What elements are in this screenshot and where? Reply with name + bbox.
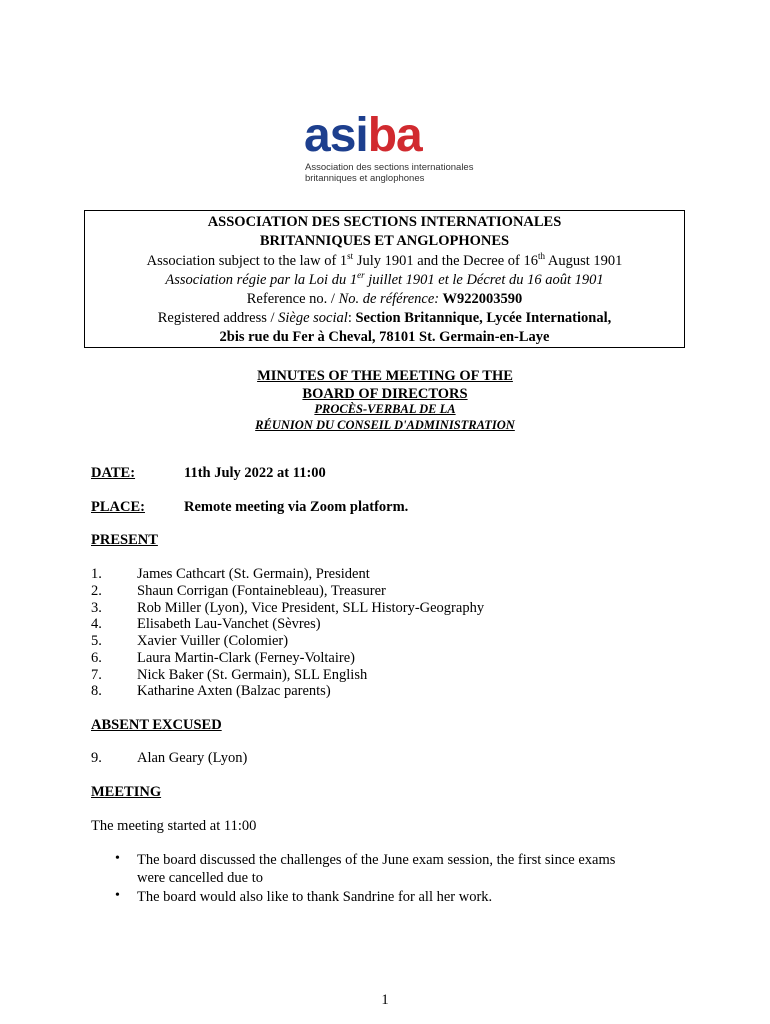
header-line5-b: No. de référence: — [338, 291, 440, 307]
meeting-bullet-line: The board discussed the challenges of the June exam session, the first since exams — [137, 852, 616, 868]
present-item: Rob Miller (Lyon), Vice President, SLL History-Geography — [137, 600, 485, 616]
present-item: James Cathcart (St. Germain), President — [137, 566, 370, 582]
logo-tagline-line2: britanniques et anglophones — [305, 173, 425, 184]
present-num: 4. — [91, 616, 102, 632]
date-label: DATE: — [91, 465, 136, 481]
asiba-logo — [304, 109, 484, 184]
present-item: Laura Martin-Clark (Ferney-Voltaire) — [137, 650, 355, 666]
header-line1: ASSOCIATION DES SECTIONS INTERNATIONALES — [207, 214, 562, 230]
header-line3-sup2: th — [538, 251, 546, 262]
meeting-bullet-line: were cancelled due to — [137, 870, 263, 886]
present-item: Shaun Corrigan (Fontainebleau), Treasurer — [137, 583, 386, 599]
minutes-subtitle-line2: RÉUNION DU CONSEIL D'ADMINISTRATION — [255, 418, 515, 432]
present-heading: PRESENT — [91, 532, 158, 548]
minutes-title-line1: MINUTES OF THE MEETING OF THE — [257, 368, 513, 384]
place-value: Remote meeting via Zoom platform. — [184, 499, 409, 515]
place-label: PLACE: — [91, 499, 145, 515]
minutes-subtitle-line1: PROCÈS-VERBAL DE LA — [314, 402, 456, 416]
meeting-bullet-line: The board would also like to thank Sandrine for all her work. — [137, 889, 493, 905]
present-num: 5. — [91, 633, 102, 649]
absent-heading: ABSENT EXCUSED — [91, 717, 222, 733]
header-line4-sup: er — [357, 270, 365, 281]
logo-word-part2: ba — [367, 109, 422, 162]
present-num: 1. — [91, 566, 102, 582]
header-line4-a: Association régie par la Loi du 1 — [165, 272, 358, 288]
header-line2: BRITANNIQUES ET ANGLOPHONES — [259, 233, 510, 249]
present-item: Xavier Vuiller (Colomier) — [137, 633, 289, 649]
present-num: 8. — [91, 683, 102, 699]
header-reference-number: W922003590 — [439, 291, 523, 307]
meeting-heading: MEETING — [91, 784, 162, 800]
meeting-bullet-item — [137, 851, 677, 887]
present-item: Nick Baker (St. Germain), SLL English — [137, 667, 368, 683]
page-number: 1 — [381, 992, 389, 1008]
header-line5 — [85, 290, 684, 309]
present-item: Katharine Axten (Balzac parents) — [137, 683, 331, 699]
header-line6-d: Section Britannique, Lycée International, — [355, 310, 612, 326]
header-line3-sup1: st — [347, 251, 354, 262]
present-num: 7. — [91, 667, 102, 683]
meeting-bullet-item — [137, 888, 677, 906]
logo-wordmark — [304, 109, 422, 162]
header-line3-b: July 1901 and the Decree of 16 — [353, 253, 539, 269]
header-line5-a: Reference no. / — [246, 291, 339, 307]
present-num: 6. — [91, 650, 102, 666]
association-header-box — [84, 210, 685, 348]
present-num: 2. — [91, 583, 102, 599]
header-line6-c: : — [347, 310, 356, 326]
header-line6-a: Registered address / — [157, 310, 279, 326]
present-item: Elisabeth Lau-Vanchet (Sèvres) — [137, 616, 321, 632]
header-line4 — [85, 271, 684, 290]
logo-tagline-line1: Association des sections internationales — [305, 162, 474, 173]
header-line7: 2bis rue du Fer à Cheval, 78101 St. Germain-en-Laye — [219, 329, 550, 345]
meeting-intro: The meeting started at 11:00 — [91, 818, 257, 834]
logo-tagline — [305, 162, 473, 184]
bullet-icon: • — [115, 888, 120, 903]
absent-num: 9. — [91, 750, 102, 766]
header-line3 — [85, 252, 684, 271]
header-line4-b: juillet 1901 et le Décret du 16 août 1901 — [364, 272, 604, 288]
minutes-title-line2: BOARD OF DIRECTORS — [302, 386, 468, 402]
header-line6 — [85, 309, 684, 328]
header-line3-a: Association subject to the law of 1 — [146, 253, 348, 269]
header-line6-b: Siège social — [278, 310, 348, 326]
date-value: 11th July 2022 at 11:00 — [184, 465, 326, 481]
header-line3-c: August 1901 — [545, 253, 623, 269]
bullet-icon: • — [115, 851, 120, 866]
absent-item: Alan Geary (Lyon) — [137, 750, 248, 766]
present-num: 3. — [91, 600, 102, 616]
logo-word-part1: asi — [304, 109, 368, 162]
